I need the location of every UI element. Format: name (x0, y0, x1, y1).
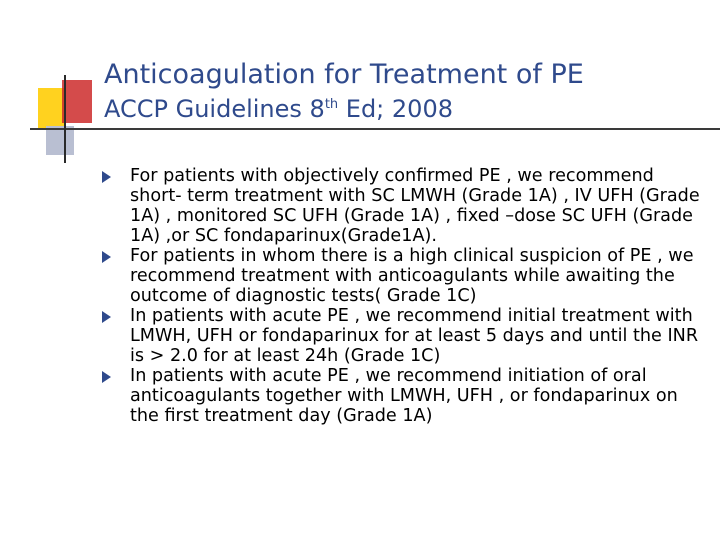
bullet-item (100, 366, 710, 426)
triangle-bullet-icon (102, 171, 111, 183)
triangle-bullet-icon (102, 371, 111, 383)
decorative-grey-square (46, 126, 74, 155)
bullet-list (100, 166, 710, 426)
bullet-item (100, 246, 710, 306)
bullet-text: For patients with objectively confirmed PE , we recommend short- term treatment with SC LMWH (Grade 1A) , IV UFH (Grade 1A) , monitored SC UFH (Grade 1A) , fixed –dose SC UFH (Grade 1A) ,or SC fondaparinux(Grade1A). (130, 166, 700, 246)
slide-title (104, 58, 704, 126)
decorative-yellow-square (38, 88, 65, 130)
title-line-1: Anticoagulation for Treatment of PE (104, 59, 584, 90)
title-line-2-main: ACCP Guidelines 8 (104, 95, 325, 123)
title-line-2-end: Ed; 2008 (338, 95, 453, 123)
bullet-item (100, 306, 710, 366)
bullet-text: In patients with acute PE , we recommend initial treatment with LMWH, UFH or fondaparinux for at least 5 days and until the INR is > 2.0 for at least 24h (Grade 1C) (130, 306, 699, 366)
triangle-bullet-icon (102, 251, 111, 263)
title-superscript: th (324, 97, 339, 112)
title-divider-line (30, 128, 720, 130)
triangle-bullet-icon (102, 311, 111, 323)
bullet-text: For patients in whom there is a high clinical suspicion of PE , we recommend treatment with anticoagulants while awaiting the outcome of diagnostic tests( Grade 1C) (130, 246, 694, 306)
decorative-red-square (62, 80, 92, 123)
bullet-item (100, 166, 710, 246)
bullet-text: In patients with acute PE , we recommend initiation of oral anticoagulants together with LMWH, UFH , or fondaparinux on the first treatment day (Grade 1A) (130, 366, 678, 426)
title-line-2 (104, 92, 704, 126)
decorative-vertical-line (64, 75, 66, 163)
